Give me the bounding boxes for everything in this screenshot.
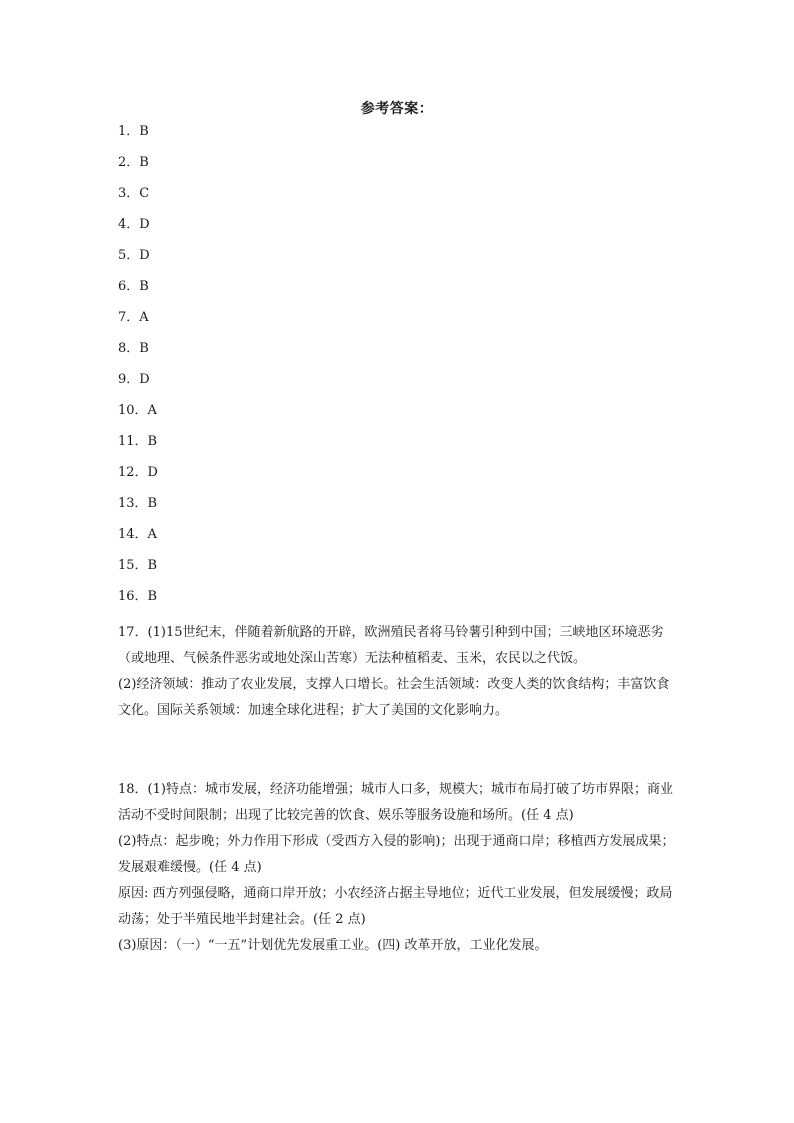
answer-item-6: 6．B [118, 279, 149, 294]
q17-part-1: 17．(1)15世纪末，伴随着新航路的开辟，欧洲殖民者将马铃薯引种到中国；三峡地区环境恶劣（或地理、气候条件恶劣或地处深山苦寒）无法种植稻麦、玉米，农民以之代饭。 [118, 625, 664, 666]
answer-item-11: 11．B [118, 434, 158, 449]
q18-part-3: (3)原因：（一）“一五”计划优先发展重工业。(四) 改革开放，工业化发展。 [118, 938, 548, 953]
q18-part-1: 18．(1)特点：城市发展，经济功能增强；城市人口多，规模大；城市布局打破了坊市界限；商业活动不受时间限制；出现了比较完善的饮食、娱乐等服务设施和场所。(任 4 点) [118, 782, 673, 823]
answer-item-7: 7．A [118, 310, 149, 325]
multiple-choice-answer-list [118, 122, 158, 618]
answer-item-2: 2．B [118, 155, 149, 170]
q18-reasons: 原因: 西方列强侵略，通商口岸开放；小农经济占据主导地位；近代工业发展，但发展缓慢；政局动荡；处于半殖民地半封建社会。(任 2 点) [118, 886, 673, 927]
answer-item-1: 1．B [118, 124, 149, 139]
page-title: 参考答案： [360, 101, 434, 117]
answer-item-3: 3．C [118, 186, 150, 201]
answer-item-9: 9．D [118, 372, 150, 387]
answer-item-14: 14．A [118, 527, 157, 542]
answer-item-15: 15．B [118, 558, 158, 573]
answer-item-5: 5．D [118, 248, 150, 263]
answer-item-4: 4．D [118, 217, 150, 232]
q17-part-2: (2)经济领域：推动了农业发展，支撑人口增长。社会生活领域：改变人类的饮食结构；丰富饮食文化。国际关系领域：加速全球化进程；扩大了美国的文化影响力。 [118, 677, 670, 718]
answer-item-8: 8．B [118, 341, 149, 356]
answer-item-12: 12．D [118, 465, 158, 480]
question-18-answer [118, 777, 678, 959]
answer-item-10: 10．A [118, 403, 157, 418]
answer-item-13: 13．B [118, 496, 158, 511]
question-17-answer [118, 620, 678, 724]
answer-item-16: 16．B [118, 589, 158, 604]
q18-part-2: (2)特点：起步晚；外力作用下形成（受西方入侵的影响)；出现于通商口岸；移植西方发展成果；发展艰难缓慢。(任 4 点) [118, 834, 675, 875]
